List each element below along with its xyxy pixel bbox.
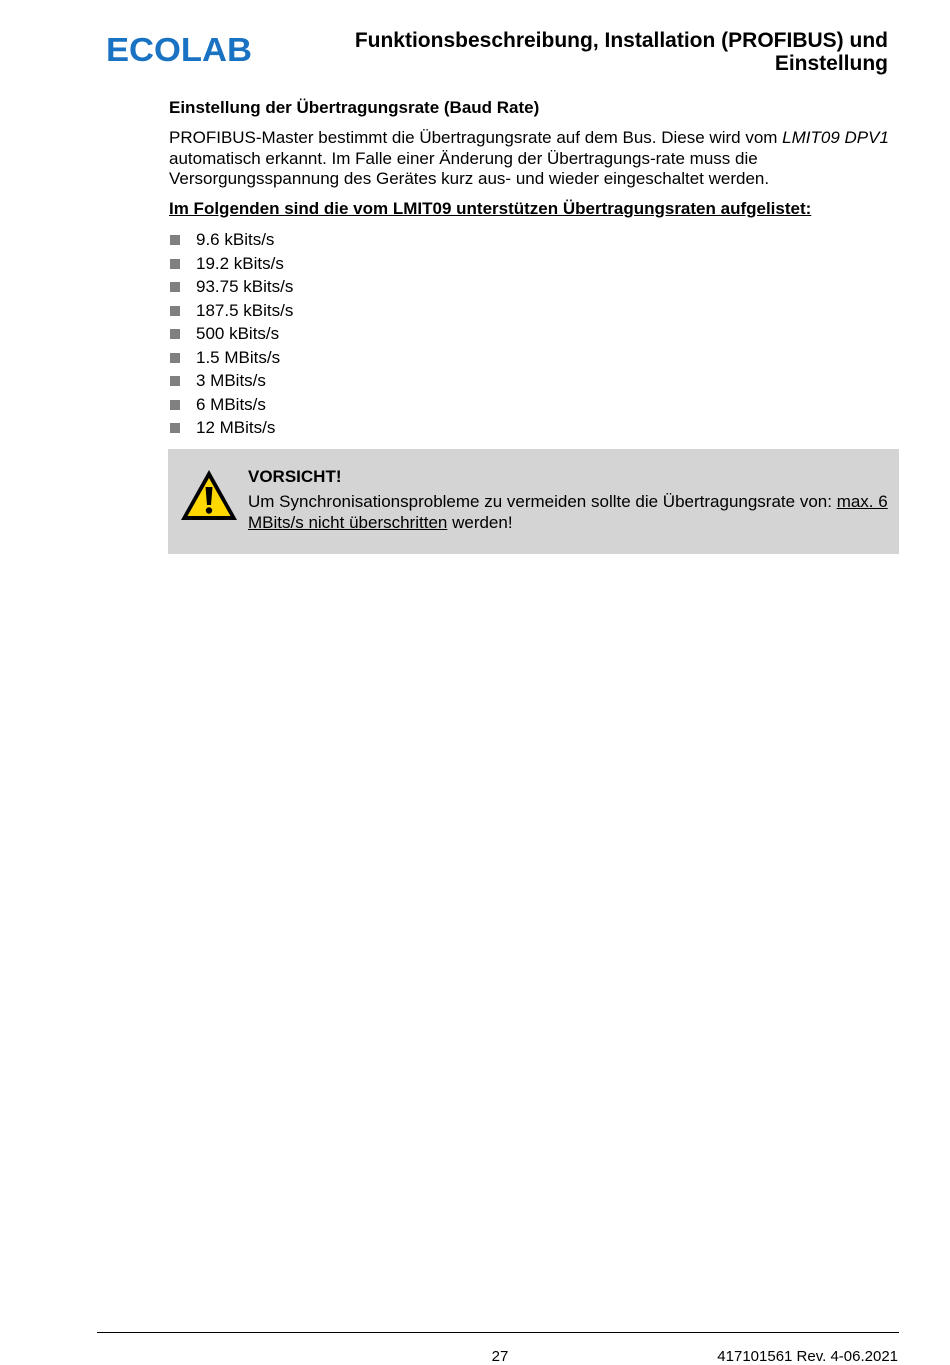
paragraph-part1: PROFIBUS-Master bestimmt die Übertragungsrate auf dem Bus. Diese wird vom xyxy=(169,128,783,147)
square-bullet-icon xyxy=(170,259,180,269)
rates-list-heading: Im Folgenden sind die vom LMIT09 unterstützen Übertragungsraten aufgelistet: xyxy=(169,199,812,218)
rate-list-item xyxy=(169,369,293,393)
caution-text-limit: max. 6 MBits/s nicht überschritten xyxy=(248,492,888,532)
rate-value: 1.5 MBits/s xyxy=(196,347,281,367)
rate-list-item xyxy=(169,346,293,370)
rate-list-item xyxy=(169,275,293,299)
rate-list-item xyxy=(169,393,293,417)
square-bullet-icon xyxy=(170,235,180,245)
caution-box xyxy=(168,449,899,554)
document-title xyxy=(268,29,888,75)
rate-value: 500 kBits/s xyxy=(196,324,280,343)
paragraph-device-name: LMIT09 DPV1 xyxy=(782,128,889,147)
rate-value: 6 MBits/s xyxy=(196,394,266,414)
rate-value: 12 MBits/s xyxy=(196,418,276,437)
caution-text xyxy=(248,492,888,533)
square-bullet-icon xyxy=(170,376,180,386)
paragraph-part2: automatisch erkannt. Im Falle einer Änderung der Übertragungs-rate muss die Versorgungsspannung des Gerätes kurz aus- und wieder eingeschaltet werden. xyxy=(169,148,770,188)
rate-value: 9.6 kBits/s xyxy=(196,230,275,249)
rate-list-item xyxy=(169,416,293,440)
rate-list-item xyxy=(169,228,293,252)
square-bullet-icon xyxy=(170,353,180,363)
rate-list-item xyxy=(169,299,293,323)
square-bullet-icon xyxy=(170,306,180,316)
square-bullet-icon xyxy=(170,423,180,433)
rates-list xyxy=(169,228,293,440)
logo-text: ECOLAB xyxy=(106,31,252,66)
rate-value: 3 MBits/s xyxy=(196,371,266,390)
rate-list-item xyxy=(169,322,293,346)
square-bullet-icon xyxy=(170,329,180,339)
square-bullet-icon xyxy=(170,400,180,410)
caution-text-part1: Um Synchronisationsprobleme zu vermeiden sollte die Übertragungsrate von: xyxy=(248,492,837,511)
rate-value: 19.2 kBits/s xyxy=(196,253,284,273)
page-number: 27 xyxy=(491,1348,509,1365)
section-title: Einstellung der Übertragungsrate (Baud Rate) xyxy=(169,98,540,117)
rate-value: 93.75 kBits/s xyxy=(196,277,294,296)
document-title-line2: Einstellung xyxy=(774,52,888,75)
document-revision: 417101561 Rev. 4-06.2021 xyxy=(717,1348,898,1365)
caution-text-part2: werden! xyxy=(447,512,513,532)
baud-rate-paragraph xyxy=(169,128,899,190)
square-bullet-icon xyxy=(170,282,180,292)
warning-triangle-icon xyxy=(178,467,240,523)
rate-list-item xyxy=(169,252,293,276)
document-title-line1: Funktionsbeschreibung, Installation (PROFIBUS) und xyxy=(354,29,888,52)
ecolab-logo xyxy=(106,30,256,66)
caution-title: VORSICHT! xyxy=(248,467,342,486)
rate-value: 187.5 kBits/s xyxy=(196,300,294,320)
footer-divider xyxy=(97,1332,899,1333)
